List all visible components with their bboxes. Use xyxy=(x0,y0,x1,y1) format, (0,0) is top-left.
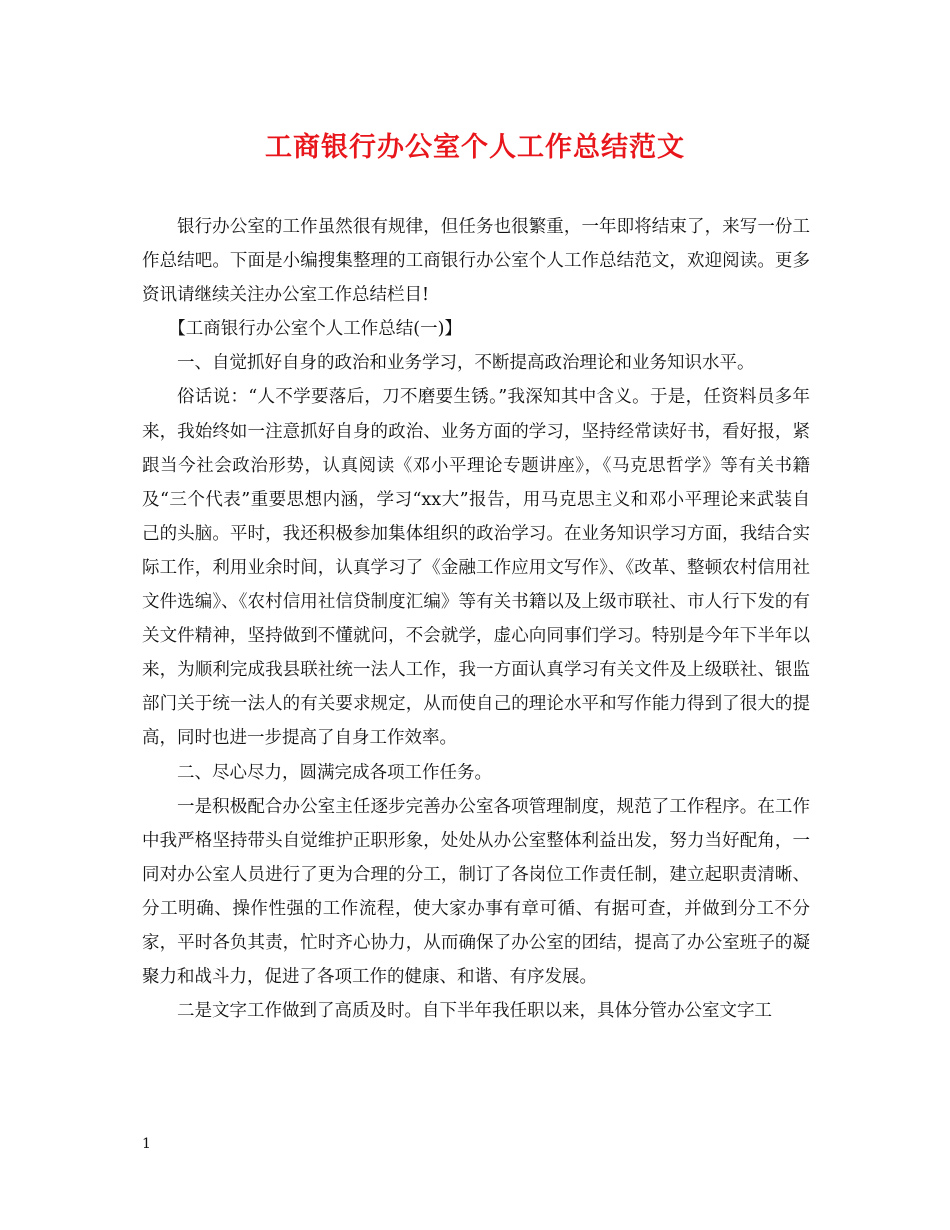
intro-paragraph: 银行办公室的工作虽然很有规律，但任务也很繁重，一年即将结束了，来写一份工作总结吧。下面是小编搜集整理的工商银行办公室个人工作总结范文，欢迎阅读。更多资讯请继续关注办公室工作总结栏目! xyxy=(142,217,810,306)
point-one-heading: 一、自觉抓好自身的政治和业务学习，不断提高政治理论和业务知识水平。 xyxy=(177,353,755,374)
page-number: 1 xyxy=(142,1136,151,1152)
body-paragraph: 俗话说：“人不学要落后，刀不磨要生锈。”我深知其中含义。于是，任资料员多年来，我始终如一注意抓好自身的政治、业务方面的学习，坚持经常读好书，看好报，紧跟当今社会政治形势，认真阅读《邓小平理论专题讲座》，《马克思哲学》等有关书籍及“三个代表”重要思想内涵，学习“xx大”报告，用马克思主义和邓小平理论来武装自己的头脑。平时，我还积极参加集体组织的政治学习。在业务知识学习方面，我结合实际工作，利用业余时间，认真学习了《金融工作应用文写作》、《改革、整顿农村信用社文件选编》、《农村信用社信贷制度汇编》等有关书籍以及上级市联社、市人行下发的有关文件精神，坚持做到不懂就问，不会就学，虚心向同事们学习。特别是今年下半年以来，为顺利完成我县联社统一法人工作，我一方面认真学习有关文件及上级联社、银监部门关于统一法人的有关要求规定，从而使自己的理论水平和写作能力得到了很大的提高，同时也进一步提高了自身工作效率。 xyxy=(142,387,810,749)
document-body xyxy=(142,210,810,1028)
body-paragraph: 一是积极配合办公室主任逐步完善办公室各项管理制度，规范了工作程序。在工作中我严格坚持带头自觉维护正职形象，处处从办公室整体利益出发，努力当好配角，一同对办公室人员进行了更为合理的分工，制订了各岗位工作责任制，建立起职责清晰、分工明确、操作性强的工作流程，使大家办事有章可循、有据可查，并做到分工不分家，平时各负其责，忙时齐心协力，从而确保了办公室的团结，提高了办公室班子的凝聚力和战斗力，促进了各项工作的健康、和谐、有序发展。 xyxy=(142,796,810,988)
section-heading: 【工商银行办公室个人工作总结(一)】 xyxy=(168,319,462,340)
document-title: 工商银行办公室个人工作总结范文 xyxy=(265,132,685,163)
body-paragraph: 二是文字工作做到了高质及时。自下半年我任职以来，具体分管办公室文字工 xyxy=(177,1001,772,1022)
point-two-heading: 二、尽心尽力，圆满完成各项工作任务。 xyxy=(177,762,492,783)
